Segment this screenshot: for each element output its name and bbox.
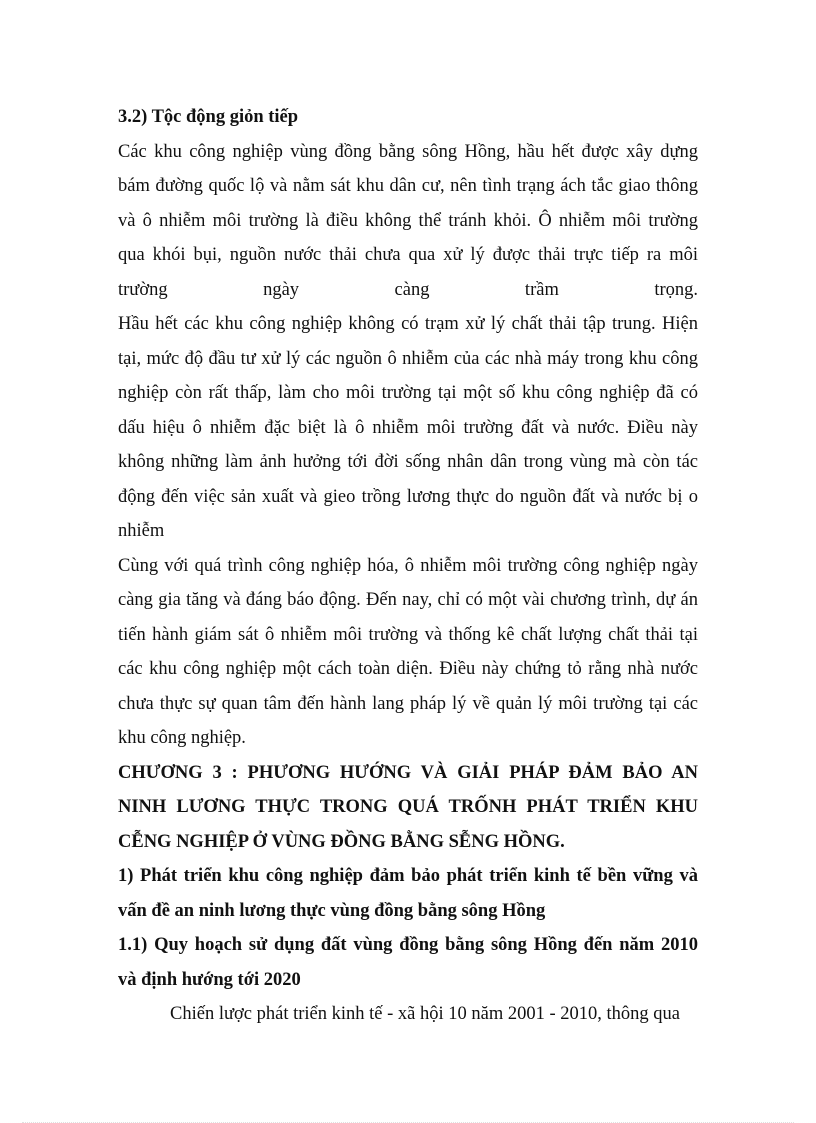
paragraph-line: qua khói bụi, nguồn nước thải chưa qua xử lý được thải trực tiếp ra môi	[118, 245, 698, 265]
paragraph-line: Cùng với quá trình công nghiệp hóa, ô nhiễm môi trường công nghiệp ngày	[118, 555, 698, 576]
paragraph-line: tiến hành giám sát ô nhiễm môi trường và thống kê chất lượng chất thải tại	[118, 624, 698, 645]
paragraph-line: dấu hiệu ô nhiễm đặc biệt là ô nhiễm môi trường đất và nước. Điều này	[118, 417, 698, 438]
chapter-heading	[118, 756, 698, 860]
paragraph-line: càng gia tăng và đáng báo động. Đến nay, chỉ có một vài chương trình, dự án	[118, 590, 698, 610]
paragraph-line: các khu công nghiệp một cách toàn diện. Điều này chứng tỏ rằng nhà nước	[118, 659, 698, 679]
paragraph-line: nhiễm	[118, 521, 165, 541]
chapter-heading-line: NINH LƯƠNG THỰC TRONG QUÁ TRỐNH PHÁT TRIỂN KHU	[118, 797, 698, 817]
paragraph-line: động đến việc sản xuất và gieo trồng lương thực do nguồn đất và nước bị o	[118, 486, 698, 507]
paragraph-line: Chiến lược phát triển kinh tế - xã hội 10 năm 2001 - 2010, thông qua	[170, 1004, 680, 1024]
subheading-sustainable-development	[118, 859, 698, 928]
subheading-line: 1.1) Quy hoạch sử dụng đất vùng đồng bằng sông Hồng đến năm 2010	[118, 935, 698, 955]
subheading-line: 1) Phát triển khu công nghiệp đảm bảo phát triển kinh tế bền vững và	[118, 866, 698, 886]
chapter-heading-line: CHƯƠNG 3 : PHƯƠNG HƯỚNG VÀ GIẢI PHÁP ĐẢM BẢO AN	[118, 762, 698, 783]
paragraph-line: khu công nghiệp.	[118, 728, 246, 748]
paragraph-waste-treatment	[118, 307, 698, 549]
paragraph-line: bám đường quốc lộ và nằm sát khu dân cư, nên tình trạng ách tắc giao thông	[118, 176, 698, 196]
paragraph-line: không những làm ảnh hưởng tới đời sống nhân dân trong vùng mà còn tác	[118, 452, 698, 472]
paragraph-line: tại, mức độ đầu tư xử lý các nguồn ô nhiễm của các nhà máy trong khu công	[118, 348, 698, 369]
paragraph-pollution-overview	[118, 135, 698, 308]
document-body	[118, 100, 698, 1032]
paragraph-line: nghiệp còn rất thấp, làm cho môi trường tại một số khu công nghiệp đã có	[118, 383, 698, 403]
paragraph-line: Hầu hết các khu công nghiệp không có trạm xử lý chất thải tập trung. Hiện	[118, 314, 698, 334]
subheading-line: và định hướng tới 2020	[118, 969, 301, 990]
paragraph-line: Các khu công nghiệp vùng đồng bằng sông Hồng, hầu hết được xây dựng	[118, 141, 698, 162]
paragraph-strategy	[118, 997, 698, 1032]
subheading-land-use-planning	[118, 928, 698, 997]
subheading-line: vấn đề an ninh lương thực vùng đồng bằng sông Hồng	[118, 900, 546, 921]
paragraph-line: trường ngày càng trầm trọng.	[118, 279, 698, 300]
chapter-heading-line: CỄNG NGHIỆP Ở VÙNG ĐỒNG BẰNG SỄNG HỒNG.	[118, 831, 565, 852]
section-heading: 3.2) Tộc động giỏn tiếp	[118, 107, 299, 127]
paragraph-line: và ô nhiễm môi trường là điều không thể tránh khỏi. Ô nhiễm môi trường	[118, 210, 698, 231]
paragraph-industrialization	[118, 549, 698, 756]
paragraph-line: chưa thực sự quan tâm đến hành lang pháp lý về quản lý môi trường tại các	[118, 693, 698, 714]
